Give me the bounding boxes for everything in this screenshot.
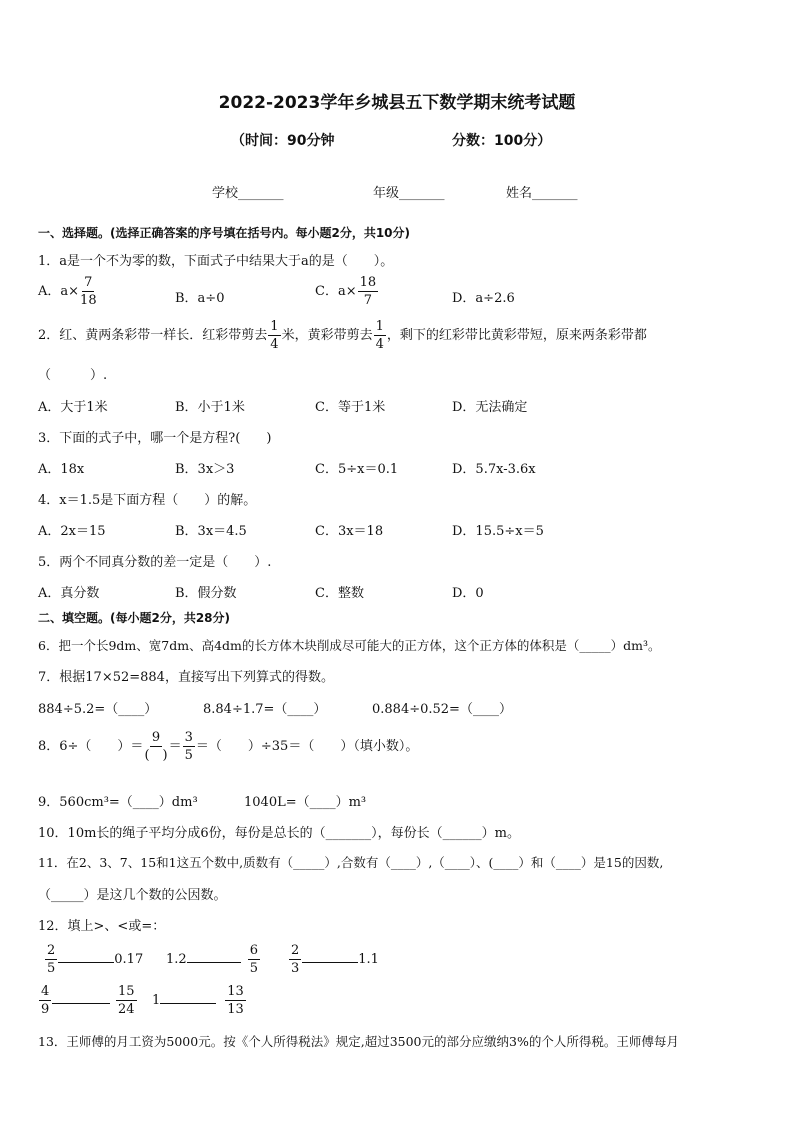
question-1: 1．a是一个不为零的数，下面式子中结果大于a的是（ ）。 — [38, 254, 394, 269]
q5-option-c: C．整数 — [315, 586, 364, 601]
q12-compare-4: $\frac{4}{9}$ — [38, 985, 110, 1016]
q3-option-c: C．5÷x＝0.1 — [315, 462, 399, 477]
q4-option-d: D．15.5÷x＝5 — [452, 524, 544, 539]
question-4: 4．x＝1.5是下面方程（ ）的解。 — [38, 493, 257, 508]
q4-option-b: B．3x＝4.5 — [175, 524, 247, 539]
q5-option-d: D．0 — [452, 586, 484, 601]
q3-option-d: D．5.7x-3.6x — [452, 462, 536, 477]
q1-option-b: B．a÷0 — [175, 291, 225, 306]
question-13: 13．王师傅的月工资为5000元。按《个人所得税法》规定,超过3500元的部分应缴纳3%的个人所得税。王师傅每月 — [38, 1034, 679, 1049]
q12-compare-5: 1 $\frac{13}{13}$ — [152, 984, 244, 1017]
question-8: 8．6÷（ ）＝ $\frac{9}{( )}$ ＝ $\frac{3}{5}$ ＝（ ）÷35＝（ ）（填小数）。 — [38, 730, 419, 763]
q5-option-a: A．真分数 — [38, 586, 100, 601]
exam-score: 分数：100分） — [452, 133, 552, 149]
question-2: 2．红、黄两条彩带一样长．红彩带剪去 $\frac{1}{4}$ 米，黄彩带剪去 $\frac{1}{4}$ ，剩下的红彩带比黄彩带短，原来两条彩带都 — [38, 319, 647, 352]
question-9a: 9．560cm³=（____）dm³ — [38, 795, 198, 810]
section-fill-heading: 二、填空题。(每小题2分，共28分) — [38, 611, 231, 625]
q7-expr-2: 8.84÷1.7=（____） — [203, 702, 327, 717]
q1-option-c: C．a× $\frac{18}{7}$ — [315, 275, 377, 308]
name-field[interactable]: 姓名_______ — [506, 186, 578, 201]
q1-option-a: A．a× $\frac{7}{18}$ — [38, 275, 97, 308]
q2-option-b: B．小于1米 — [175, 400, 245, 415]
q4-option-a: A．2x＝15 — [38, 524, 106, 539]
q7-expr-3: 0.884÷0.52=（____） — [372, 702, 512, 717]
grade-field[interactable]: 年级_______ — [373, 186, 445, 201]
q12-compare-1: $\frac{2}{5}$ 0.17 — [47, 943, 144, 976]
question-7: 7．根据17×52=884，直接写出下列算式的得数。 — [38, 670, 334, 685]
question-10: 10．10m长的绳子平均分成6份，每份是总长的（_______），每份长（______）m。 — [38, 826, 521, 841]
page-title: 2022-2023学年乡城县五下数学期末统考试题 — [218, 93, 576, 113]
q12-compare-3: $\frac{2}{3}$ 1.1 — [291, 943, 379, 976]
question-12: 12．填上>、<或=： — [38, 919, 166, 934]
q12-compare-4-right: $\frac{15}{24}$ — [118, 984, 135, 1017]
section-choice-heading: 一、选择题。(选择正确答案的序号填在括号内。每小题2分，共10分) — [38, 226, 411, 240]
q4-option-c: C．3x＝18 — [315, 524, 384, 539]
question-11-line2: （_____）是这几个数的公因数。 — [38, 888, 227, 903]
question-6: 6．把一个长9dm、宽7dm、高4dm的长方体木块削成尽可能大的正方体，这个正方体的体积是（_____）dm³。 — [38, 638, 661, 653]
q3-option-b: B．3x＞3 — [175, 462, 235, 477]
q12-compare-2: 1.2 $\frac{6}{5}$ — [166, 943, 258, 976]
question-9b: 1040L=（____）m³ — [244, 795, 367, 810]
exam-time: （时间：90分钟 — [231, 133, 335, 149]
school-field[interactable]: 学校_______ — [212, 186, 284, 201]
q1-option-d: D．a÷2.6 — [452, 291, 515, 306]
q2-option-a: A．大于1米 — [38, 400, 108, 415]
question-11-line1: 11．在2、3、7、15和1这五个数中,质数有（_____）,合数有（____）,（____）、(____）和（____）是15的因数, — [38, 855, 664, 870]
question-3: 3．下面的式子中，哪一个是方程?( ) — [38, 431, 272, 446]
q7-expr-1: 884÷5.2=（____） — [38, 702, 158, 717]
q2-answer-paren: （ ）. — [38, 368, 108, 383]
q5-option-b: B．假分数 — [175, 586, 237, 601]
q3-option-a: A．18x — [38, 462, 85, 477]
question-5: 5．两个不同真分数的差一定是（ ）. — [38, 555, 272, 570]
q2-option-c: C．等于1米 — [315, 400, 386, 415]
q2-option-d: D．无法确定 — [452, 400, 528, 415]
